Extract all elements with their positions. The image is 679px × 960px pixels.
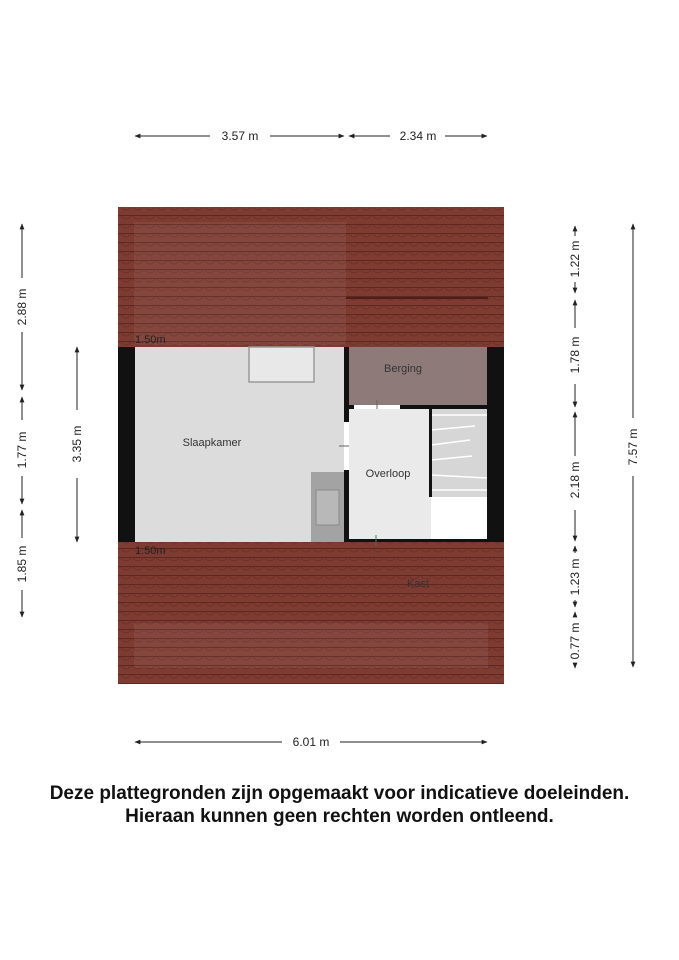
dim-left-mid: 1.77 m [15, 431, 29, 469]
dim-right-e: 0.77 m [568, 622, 582, 660]
label-height-bottom: 1.50m [135, 545, 166, 557]
dim-top [135, 129, 487, 143]
label-height-top: 1.50m [135, 334, 166, 346]
dim-inner-left: 3.35 m [70, 425, 84, 463]
roof-highlight-top [134, 222, 346, 345]
label-slaapkamer: Slaapkamer [182, 437, 242, 449]
stair-wall [429, 409, 432, 497]
berging-floor [349, 347, 487, 405]
dim-bottom [135, 735, 487, 749]
dim-right-b: 1.78 m [568, 336, 582, 374]
dim-right-total: 7.57 m [626, 428, 640, 466]
label-berging: Berging [384, 363, 422, 375]
stair-area [431, 409, 487, 497]
roof-highlight-bottom [134, 623, 488, 668]
dim-right-c: 2.18 m [568, 461, 582, 499]
disclaimer-line-1: Deze plattegronden zijn opgemaakt voor indicatieve doeleinden. [49, 783, 630, 804]
wall-bottom-overloop [349, 539, 487, 542]
disclaimer-line-2: Hieraan kunnen geen rechten worden ontleend. [125, 806, 554, 827]
dim-right [568, 224, 640, 668]
stair-void [431, 497, 487, 542]
sink-basin [316, 490, 339, 525]
label-kast: Kast [406, 578, 430, 590]
wall-right [487, 347, 504, 542]
dim-top-left: 3.57 m [221, 129, 259, 143]
dim-left [15, 224, 84, 617]
dim-right-d: 1.23 m [568, 558, 582, 596]
dim-top-right: 2.34 m [399, 129, 437, 143]
skylight [249, 347, 314, 382]
dim-right-a: 1.22 m [568, 240, 582, 278]
dim-bottom-total: 6.01 m [292, 735, 330, 749]
label-overloop: Overloop [365, 468, 411, 480]
dim-left-top: 2.88 m [15, 288, 29, 326]
dim-left-bottom: 1.85 m [15, 545, 29, 583]
wall-left [118, 347, 135, 542]
